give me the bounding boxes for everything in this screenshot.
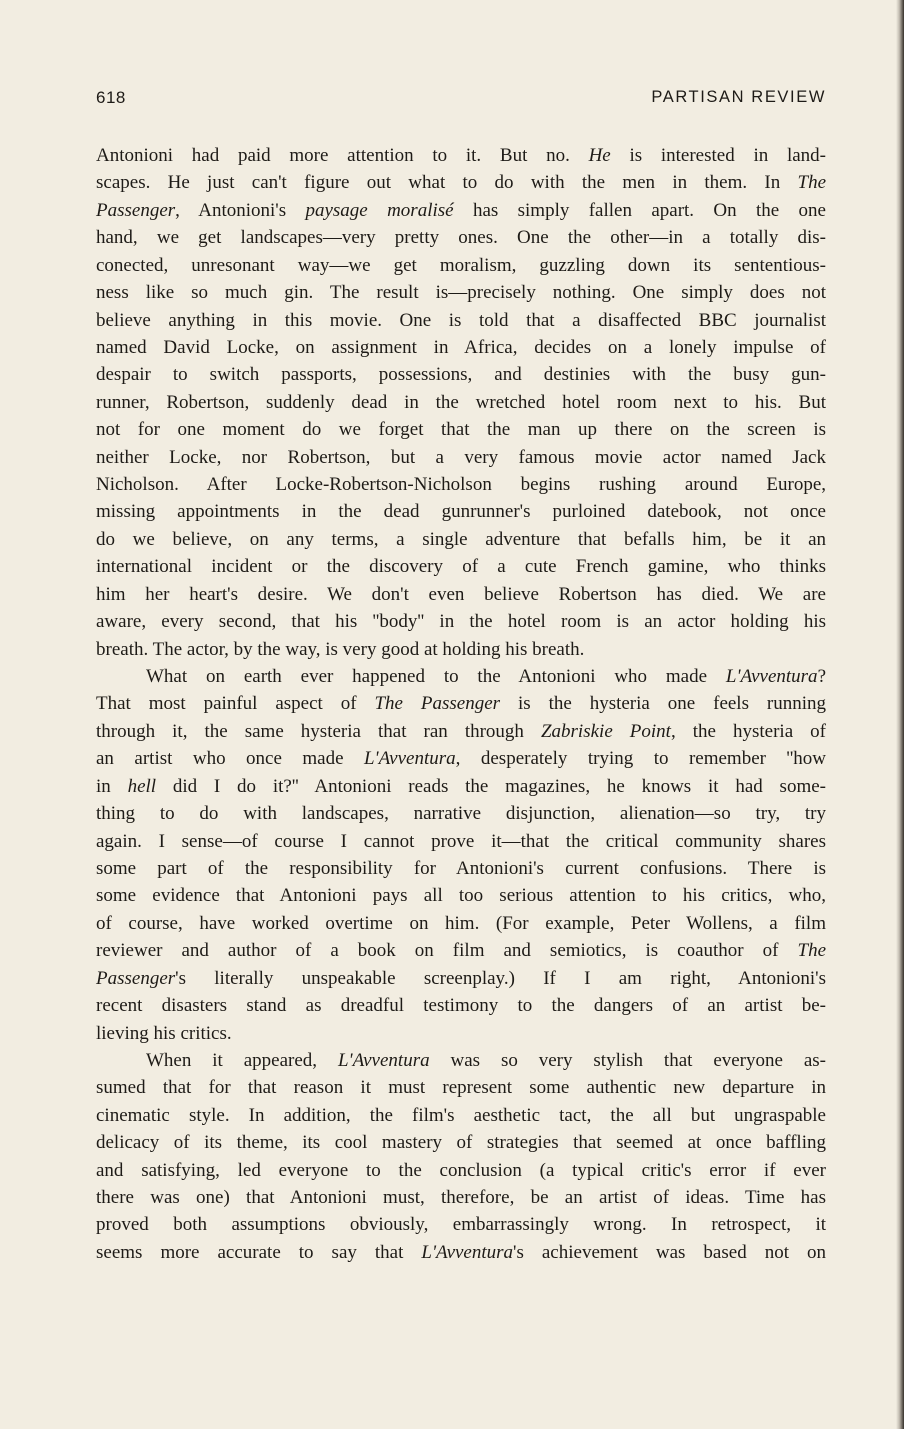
running-head [96,88,826,112]
text-line [96,416,826,443]
text-segment: ? [817,666,826,688]
text-segment: hand, we get landscapes—very pretty ones. One the other—in a totally dis- [96,227,826,249]
text-segment: there was one) that Antonioni must, therefore, be an artist of ideas. Time has [96,1187,826,1209]
text-segment: and satisfying, led everyone to the conclusion (a typical critic's error if ever [96,1159,826,1181]
italic-text: hell [127,775,157,797]
italic-text: Zabriskie Point [540,720,671,742]
text-line [96,965,826,992]
italic-text: The Passenger [374,693,501,715]
text-line [96,773,826,800]
text-segment: an artist who once made [96,748,364,770]
text-segment: Antonioni had paid more attention to it. But no. [96,145,589,166]
text-segment: has simply fallen apart. On the one [453,199,826,221]
text-segment: , the hysteria of [670,720,826,742]
text-segment: lieving his critics. [96,1022,232,1044]
text-line [96,581,826,608]
text-segment: again. I sense—of course I cannot prove it—that the critical community shares [96,830,826,852]
text-segment: 's achievement was based not on [513,1241,826,1263]
text-line [96,1157,826,1184]
text-line [96,636,826,663]
text-segment: is the hysteria one feels running [500,693,827,715]
text-segment: thing to do with landscapes, narrative disjunction, alienation—so try, try [96,803,826,825]
text-segment: reviewer and author of a book on film and semiotics, is coauthor of [96,940,798,962]
text-segment: of course, have worked overtime on him. (For example, Peter Wollens, a film [96,912,826,934]
text-segment: delicacy of its theme, its cool mastery of strategies that seemed at once baffling [96,1132,826,1154]
text-segment: not for one moment do we forget that the man up there on the screen is [96,419,826,441]
text-line [96,800,826,827]
text-line [96,828,826,855]
text-segment: What on earth ever happened to the Antonioni who made [146,666,726,688]
page-number: 618 [96,88,126,107]
text-segment: When it appeared, [146,1049,338,1071]
text-segment: ness like so much gin. The result is—precisely nothing. One simply does not [96,282,826,304]
text-line [96,498,826,525]
italic-text: L'Avventura [725,666,818,688]
text-segment: through it, the same hysteria that ran through [96,720,541,742]
text-segment: breath. The actor, by the way, is very good at holding his breath. [96,638,585,660]
text-line [96,1129,826,1156]
italic-text: The [797,172,826,194]
text-line [96,1102,826,1129]
text-line [96,1047,826,1074]
text-segment: did I do it?'' Antonioni reads the magazines, he knows it had some- [156,775,826,797]
text-segment: sumed that for that reason it must represent some authentic new departure in [96,1077,826,1099]
text-segment: , desperately trying to remember ''how [455,748,826,770]
text-segment: conected, unresonant way—we get moralism, guzzling down its sententious- [96,254,826,276]
text-line [96,1184,826,1211]
text-line [96,279,826,306]
journal-title: PARTISAN REVIEW [651,88,826,106]
page-binding-edge [896,0,904,1429]
text-segment: in [96,775,128,797]
text-segment: runner, Robertson, suddenly dead in the wretched hotel room next to his. But [96,391,826,413]
text-line [96,334,826,361]
text-segment: him her heart's desire. We don't even believe Robertson has died. We are [96,583,826,605]
text-segment: seems more accurate to say that [96,1241,422,1263]
text-line [96,1020,826,1047]
text-line [96,526,826,553]
text-line [96,937,826,964]
text-line [96,745,826,772]
italic-text: Passenger [96,967,176,989]
text-line [96,444,826,471]
text-line [96,1074,826,1101]
text-line [96,690,826,717]
text-line [96,855,826,882]
text-line [96,224,826,251]
italic-text: Passenger [96,199,176,221]
text-line [96,197,826,224]
text-line [96,992,826,1019]
text-segment: , Antonioni's [175,199,306,221]
text-line [96,142,826,169]
italic-text: L'Avventura [421,1241,514,1263]
text-segment: some evidence that Antonioni pays all too serious attention to his critics, who, [96,885,826,907]
text-segment: 's literally unspeakable screenplay.) If I am right, Antonioni's [175,967,826,989]
italic-text: L'Avventura [337,1049,430,1071]
text-line [96,553,826,580]
text-line [96,882,826,909]
text-segment: believe anything in this movie. One is told that a disaffected BBC journalist [96,309,826,331]
italic-text: paysage moralisé [305,199,454,221]
text-line [96,1211,826,1238]
text-segment: proved both assumptions obviously, embarrassingly wrong. In retrospect, it [96,1214,826,1236]
text-line [96,1239,826,1266]
text-line [96,389,826,416]
text-segment: scapes. He just can't figure out what to do with the men in them. In [96,172,798,194]
text-line [96,608,826,635]
text-segment: cinematic style. In addition, the film's aesthetic tact, the all but ungraspable [96,1104,826,1126]
text-line [96,471,826,498]
text-segment: some part of the responsibility for Antonioni's current confusions. There is [96,857,826,879]
text-line [96,663,826,690]
text-segment: do we believe, on any terms, a single adventure that befalls him, be it an [96,528,826,550]
text-line [96,307,826,334]
body-text [96,142,826,1266]
text-segment: Nicholson. After Locke-Robertson-Nicholson begins rushing around Europe, [96,474,826,496]
italic-text: He [588,145,611,166]
italic-text: L'Avventura [363,748,456,770]
text-segment: recent disasters stand as dreadful testimony to the dangers of an artist be- [96,995,826,1017]
text-segment: international incident or the discovery of a cute French gamine, who thinks [96,556,826,578]
text-segment: named David Locke, on assignment in Africa, decides on a lonely impulse of [96,336,826,358]
text-line [96,718,826,745]
text-segment: neither Locke, nor Robertson, but a very famous movie actor named Jack [96,446,826,468]
text-line [96,252,826,279]
italic-text: The [797,940,826,962]
text-segment: was so very stylish that everyone as- [429,1049,826,1071]
text-segment: aware, every second, that his ''body'' in the hotel room is an actor holding his [96,611,826,633]
text-segment: despair to switch passports, possessions, and destinies with the busy gun- [96,364,826,386]
text-line [96,910,826,937]
text-segment: That most painful aspect of [96,693,375,715]
text-segment: missing appointments in the dead gunrunner's purloined datebook, not once [96,501,826,523]
text-line [96,169,826,196]
text-line [96,361,826,388]
text-segment: is interested in land- [610,145,826,166]
